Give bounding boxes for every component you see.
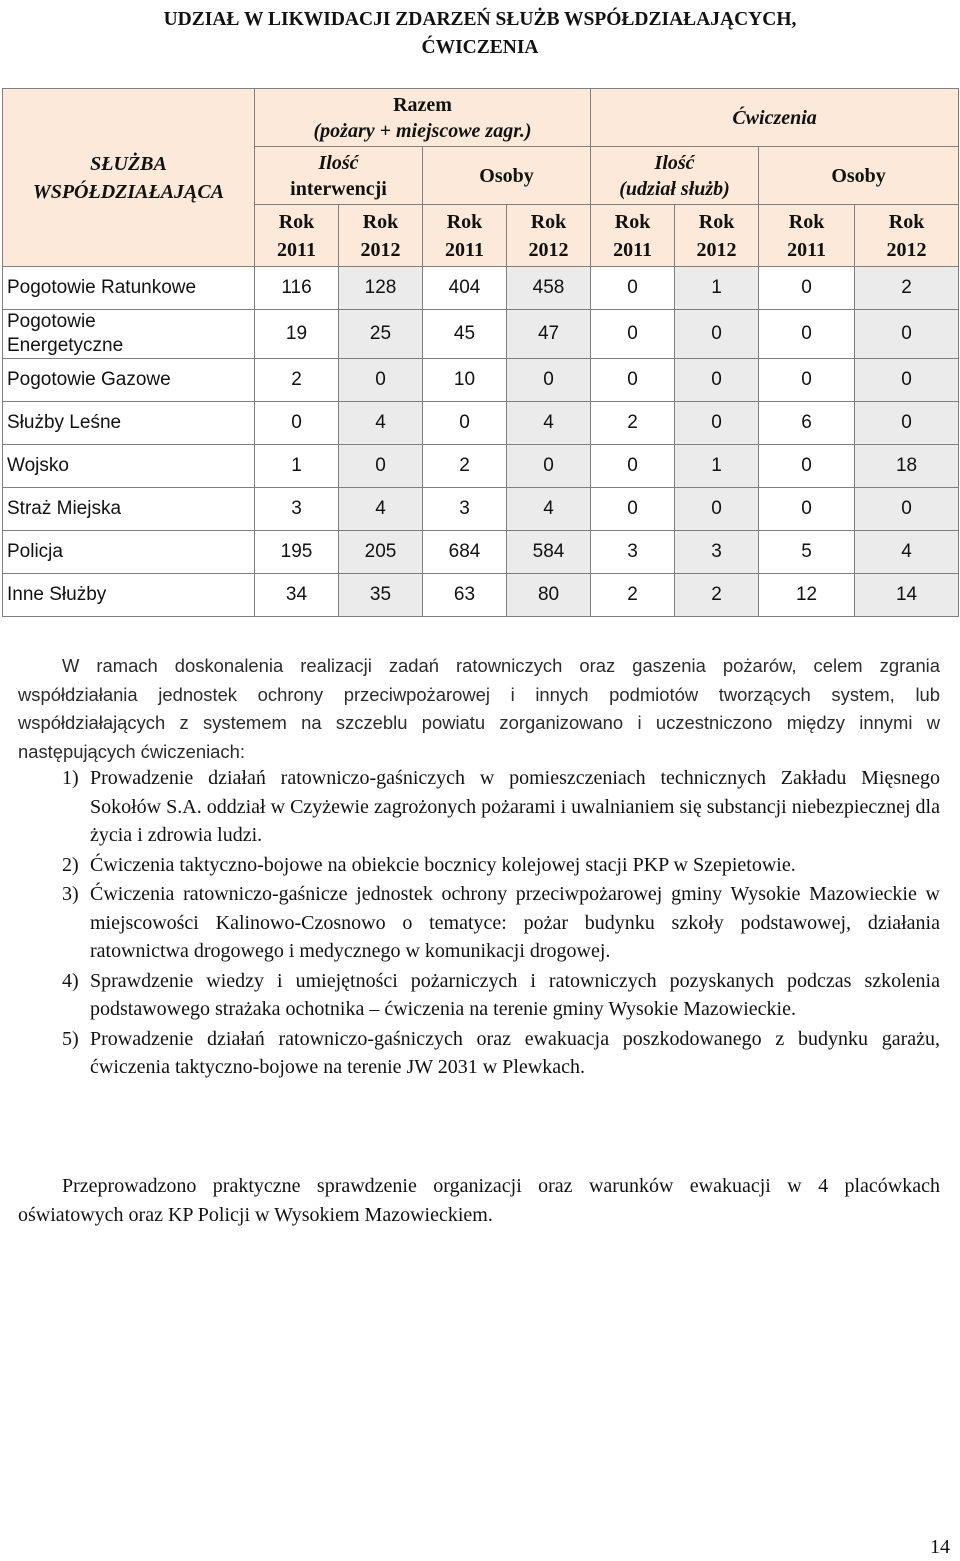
table-cell: 0 <box>855 359 959 402</box>
year-header: Rok 2011 <box>423 205 507 267</box>
service-name: Pogotowie Ratunkowe <box>3 267 255 310</box>
table-cell: 116 <box>255 267 339 310</box>
table-cell: 0 <box>675 402 759 445</box>
services-table <box>2 88 959 617</box>
year-header: Rok 2012 <box>675 205 759 267</box>
table-cell: 2 <box>423 445 507 488</box>
document-title-line1: UDZIAŁ W LIKWIDACJI ZDARZEŃ SŁUŻB WSPÓŁDZIAŁAJĄCYCH, <box>163 9 797 30</box>
list-item-text: Ćwiczenia taktyczno-bojowe na obiekcie bocznicy kolejowej stacji PKP w Szepietowie. <box>90 853 796 876</box>
table-cell: 47 <box>507 310 591 359</box>
table-cell: 18 <box>855 445 959 488</box>
list-item <box>18 764 940 850</box>
table-cell: 19 <box>255 310 339 359</box>
intro-paragraph: W ramach doskonalenia realizacji zadań ratowniczych oraz gaszenia pożarów, celem zgrania współdziałania jednostek ochrony przeciwpożarowej i innych podmiotów tworzących system, lub współdziałających z systemem na szczeblu powiatu zorganizowano i uczestniczono między innymi w następujących ćwiczeniach: <box>18 655 940 762</box>
table-cell: 2 <box>591 574 675 617</box>
table-cell: 2 <box>675 574 759 617</box>
table-row <box>3 402 959 445</box>
table-cell: 10 <box>423 359 507 402</box>
table-row <box>3 310 959 359</box>
table-cell: 4 <box>339 402 423 445</box>
table-cell: 2 <box>855 267 959 310</box>
table-cell: 35 <box>339 574 423 617</box>
table-cell: 3 <box>423 488 507 531</box>
table-cell: 0 <box>507 445 591 488</box>
table-cell: 45 <box>423 310 507 359</box>
table-cell: 684 <box>423 531 507 574</box>
table-cell: 2 <box>255 359 339 402</box>
table-cell: 80 <box>507 574 591 617</box>
document-title-line2: ĆWICZENIA <box>421 37 539 58</box>
table-cell: 0 <box>591 310 675 359</box>
year-header: Rok 2012 <box>507 205 591 267</box>
list-item <box>18 1025 940 1082</box>
table-cell: 25 <box>339 310 423 359</box>
table-cell: 34 <box>255 574 339 617</box>
table-cell: 0 <box>339 359 423 402</box>
table-cell: 6 <box>759 402 855 445</box>
service-name: Inne Służby <box>3 574 255 617</box>
table-cell: 404 <box>423 267 507 310</box>
list-item <box>18 967 940 1024</box>
service-name: Pogotowie Energetyczne <box>3 310 255 359</box>
table-cell: 0 <box>759 310 855 359</box>
table-cell: 12 <box>759 574 855 617</box>
service-name: Policja <box>3 531 255 574</box>
list-item-number: 3) <box>62 883 79 905</box>
table-cell: 0 <box>675 359 759 402</box>
document-title <box>0 6 960 62</box>
table-cell: 205 <box>339 531 423 574</box>
closing-paragraph: Przeprowadzono praktyczne sprawdzenie organizacji oraz warunków ewakuacji w 4 placówkach oświatowych oraz KP Policji w Wysokiem Mazowieckiem. <box>18 1175 940 1226</box>
table-row <box>3 359 959 402</box>
table-cell: 1 <box>675 267 759 310</box>
table-cell: 3 <box>591 531 675 574</box>
group-header-razem: Razem (pożary + miejscowe zagr.) <box>255 89 591 147</box>
table-cell: 4 <box>507 488 591 531</box>
table-cell: 1 <box>255 445 339 488</box>
table-cell: 195 <box>255 531 339 574</box>
year-header: Rok 2011 <box>759 205 855 267</box>
table-cell: 0 <box>759 488 855 531</box>
table-row <box>3 488 959 531</box>
list-item-text: Sprawdzenie wiedzy i umiejętności pożarniczych i ratowniczych pozyskanych podczas szkolenia podstawowego strażaka ochotnika – ćwiczenia na terenie gminy Wysokie Mazowieckie. <box>90 969 940 1020</box>
service-name: Straż Miejska <box>3 488 255 531</box>
subheader-ilosc-udzial: Ilość (udział służb) <box>591 147 759 205</box>
table-cell: 0 <box>423 402 507 445</box>
service-name: Pogotowie Gazowe <box>3 359 255 402</box>
list-item-text: Ćwiczenia ratowniczo-gaśnicze jednostek ochrony przeciwpożarowej gminy Wysokie Mazowieckie w miejscowości Kalinowo-Czosnowo o tematyce: pożar budynku szkoły podstawowej, działania ratownictwa drogowego i medycznego w komunikacji drogowej. <box>90 883 940 962</box>
subheader-ilosc-interwencji: Ilość interwencji <box>255 147 423 205</box>
exercise-list <box>18 764 940 1083</box>
table-cell: 4 <box>339 488 423 531</box>
table-cell: 63 <box>423 574 507 617</box>
table-cell: 0 <box>759 267 855 310</box>
list-item-number: 1) <box>62 767 79 789</box>
table-cell: 14 <box>855 574 959 617</box>
table-cell: 0 <box>591 488 675 531</box>
table-cell: 0 <box>591 267 675 310</box>
list-item-number: 5) <box>62 1027 79 1050</box>
year-header: Rok 2011 <box>255 205 339 267</box>
table-cell: 0 <box>591 359 675 402</box>
table-cell: 5 <box>759 531 855 574</box>
list-item-text: Prowadzenie działań ratowniczo-gaśniczych w pomieszczeniach technicznych Zakładu Mięsnego Sokołów S.A. oddział w Czyżewie zagrożonych pożarami i uwalnianiem się substancji niebezpiecznej dla życia i zdrowia ludzi. <box>90 767 940 846</box>
group-header-cwiczenia: Ćwiczenia <box>591 89 959 147</box>
table-row <box>3 445 959 488</box>
table-cell: 4 <box>507 402 591 445</box>
table-cell: 0 <box>339 445 423 488</box>
table-cell: 0 <box>855 310 959 359</box>
list-item <box>18 880 940 966</box>
year-header: Rok 2012 <box>855 205 959 267</box>
list-item-number: 4) <box>62 969 79 992</box>
table-row <box>3 574 959 617</box>
service-name: Wojsko <box>3 445 255 488</box>
table-cell: 4 <box>855 531 959 574</box>
subheader-osoby-razem: Osoby <box>423 147 591 205</box>
year-header: Rok 2012 <box>339 205 423 267</box>
year-header: Rok 2011 <box>591 205 675 267</box>
table-cell: 3 <box>255 488 339 531</box>
table-cell: 0 <box>255 402 339 445</box>
table-cell: 0 <box>855 488 959 531</box>
table-row <box>3 531 959 574</box>
table-cell: 1 <box>675 445 759 488</box>
table-cell: 2 <box>591 402 675 445</box>
table-cell: 0 <box>675 310 759 359</box>
table-cell: 458 <box>507 267 591 310</box>
table-row <box>3 267 959 310</box>
subheader-osoby-cwiczenia: Osoby <box>759 147 959 205</box>
service-column-header: SŁUŻBA WSPÓŁDZIAŁAJĄCA <box>3 89 255 267</box>
list-item-number: 2) <box>62 853 79 876</box>
table-cell: 584 <box>507 531 591 574</box>
table-cell: 0 <box>759 359 855 402</box>
table-cell: 0 <box>855 402 959 445</box>
table-cell: 128 <box>339 267 423 310</box>
page-number: 14 <box>930 1536 950 1558</box>
list-item <box>18 851 940 880</box>
table-cell: 0 <box>591 445 675 488</box>
list-item-text: Prowadzenie działań ratowniczo-gaśniczych oraz ewakuacja poszkodowanego z budynku garażu, ćwiczenia taktyczno-bojowe na terenie JW 2031 w Plewkach. <box>90 1027 940 1078</box>
table-cell: 0 <box>675 488 759 531</box>
table-cell: 3 <box>675 531 759 574</box>
service-name: Służby Leśne <box>3 402 255 445</box>
table-cell: 0 <box>507 359 591 402</box>
table-cell: 0 <box>759 445 855 488</box>
